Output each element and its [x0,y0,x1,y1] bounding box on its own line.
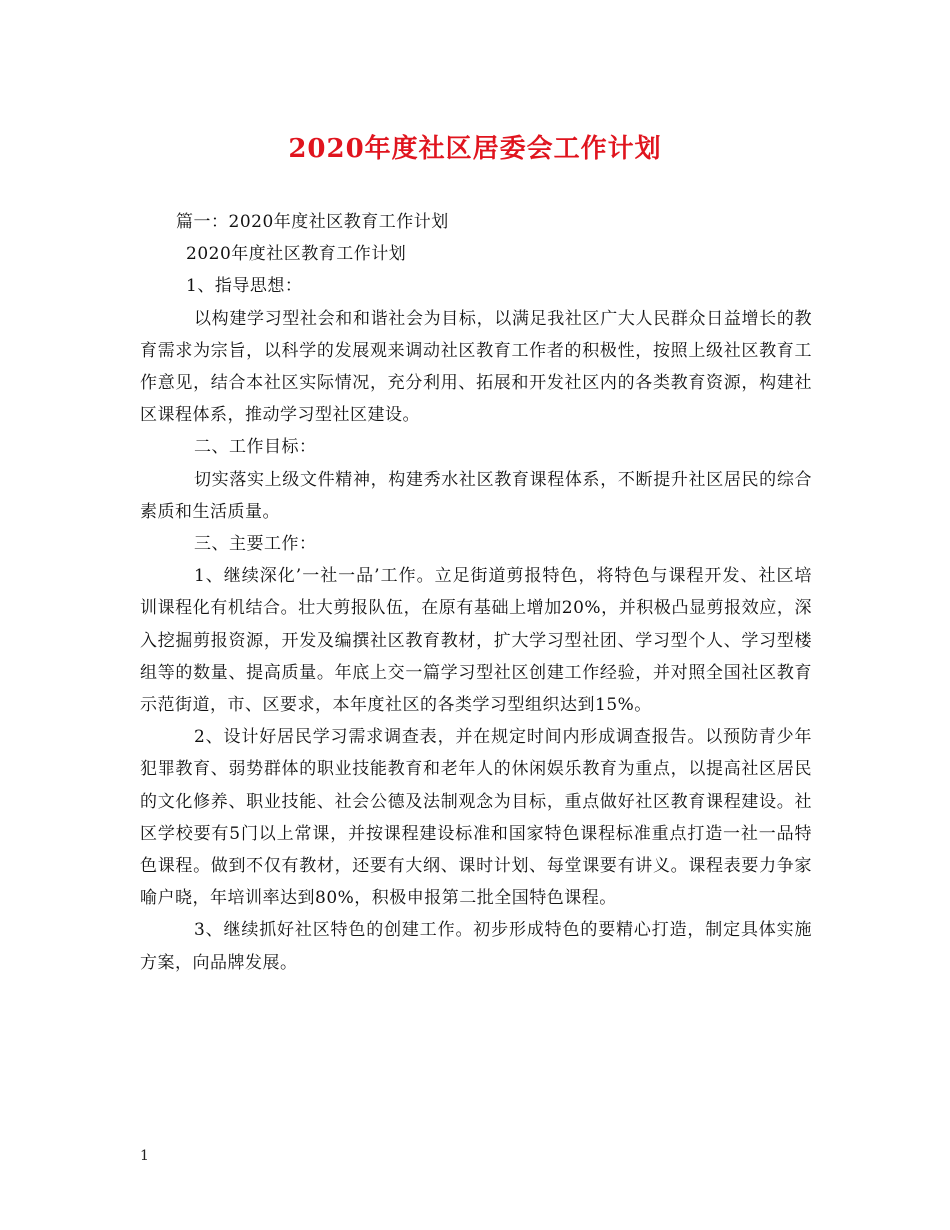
heading-work-goals: 二、工作目标： [194,437,317,458]
heading-guiding-thought: 1、指导思想： [186,276,303,297]
document-body [140,206,812,979]
paragraph-guiding-thought: 以构建学习型社会和和谐社会为目标，以满足我社区广大人民群众日益增长的教育需求为宗旨，以科学的发展观来调动社区教育工作者的积极性，按照上级社区教育工作意见，结合本社区实际情况，充分利用、拓展和开发社区内的各类教育资源，构建社区课程体系，推动学习型社区建设。 [140,308,812,426]
paragraph-main-work-1: 1、继续深化’一社一品’工作。立足街道剪报特色，将特色与课程开发、社区培训课程化有机结合。壮大剪报队伍，在原有基础上增加20%，并积极凸显剪报效应，深入挖掘剪报资源，开发及编撰社区教育教材，扩大学习型社团、学习型个人、学习型楼组等的数量、提高质量。年底上交一篇学习型社区创建工作经验，并对照全国社区教育示范街道，市、区要求，本年度社区的各类学习型组织达到15%。 [140,566,812,716]
subtitle: 2020年度社区教育工作计划 [186,244,407,265]
page-number: 1 [140,1148,149,1164]
section-heading: 篇一：2020年度社区教育工作计划 [176,212,449,232]
paragraph-main-work-2: 2、设计好居民学习需求调查表，并在规定时间内形成调查报告。以预防青少年犯罪教育、弱势群体的职业技能教育和老年人的休闲娱乐教育为重点，以提高社区居民的文化修养、职业技能、社会公德及法制观念为目标，重点做好社区教育课程建设。社区学校要有5门以上常课，并按课程建设标准和国家特色课程标准重点打造一社一品特色课程。做到不仅有教材，还要有大纲、课时计划、每堂课要有讲义。课程表要力争家喻户晓，年培训率达到80%，积极申报第二批全国特色课程。 [140,727,812,909]
paragraph-main-work-3: 3、继续抓好社区特色的创建工作。初步形成特色的要精心打造，制定具体实施方案，向品牌发展。 [140,920,812,973]
paragraph-work-goals: 切实落实上级文件精神，构建秀水社区教育课程体系，不断提升社区居民的综合素质和生活质量。 [140,469,812,522]
document-title: 2020年度社区居委会工作计划 [288,134,662,164]
heading-main-work: 三、主要工作： [194,534,317,555]
